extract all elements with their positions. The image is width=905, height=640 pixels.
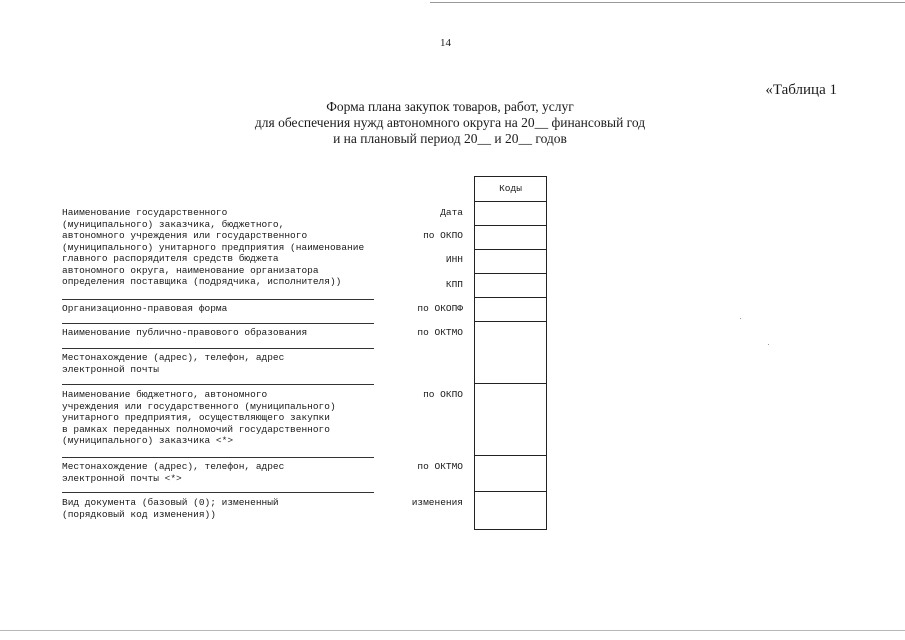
scan-edge-bottom	[0, 630, 905, 631]
code-label-date: Дата	[440, 207, 463, 218]
field-delegated-address: Местонахождение (адрес), телефон, адрес электронной почты <*>	[62, 461, 285, 484]
field-underline	[62, 299, 374, 300]
table-caption: «Таблица 1	[765, 82, 837, 98]
field-underline	[62, 492, 374, 493]
code-label-oktmo: по ОКТМО	[417, 327, 463, 338]
code-label-inn: ИНН	[445, 254, 463, 265]
code-label-kpp: КПП	[445, 279, 463, 290]
field-underline	[62, 384, 374, 385]
scan-edge-top	[430, 2, 905, 3]
code-cell-oktmo-delegated[interactable]	[475, 455, 546, 492]
code-label-changes: изменения	[411, 497, 463, 508]
code-label-okpo: по ОКПО	[423, 230, 463, 241]
field-public-entity: Наименование публично-правового образования	[62, 327, 308, 338]
code-cell-okopf[interactable]	[475, 297, 546, 322]
page-number: 14	[440, 37, 451, 49]
code-cell-inn[interactable]	[475, 249, 546, 274]
code-label-okopf: по ОКОПФ	[417, 303, 463, 314]
form-title-line-1: Форма плана закупок товаров, работ, услуг	[326, 99, 574, 114]
code-cell-okpo[interactable]	[475, 225, 546, 250]
field-legal-form: Организационно-правовая форма	[62, 303, 228, 314]
form-title-line-2: для обеспечения нужд автономного округа на 20__ финансовый год	[254, 115, 646, 130]
field-delegated-institution: Наименование бюджетного, автономного учреждения или государственного (муниципального) унитарного предприятия, осуществляющего закупки в рамках переданных полномочий государственного (муниципального) заказчика <*>	[62, 389, 336, 446]
code-cell-kpp[interactable]	[475, 273, 546, 298]
field-address: Местонахождение (адрес), телефон, адрес электронной почты	[62, 352, 285, 375]
codes-header: Коды	[499, 183, 522, 194]
field-customer-name: Наименование государственного (муниципального) заказчика, бюджетного, автономного учреждения или государственного (муниципального) унитарного предприятия (наименование главного распорядителя средств бюджета автономного округа, наименование организатора определения поставщика (подрядчика, исполнителя))	[62, 207, 365, 287]
code-label-oktmo-delegated: по ОКТМО	[417, 461, 463, 472]
code-cell-okpo-delegated[interactable]	[475, 383, 546, 456]
field-document-type: Вид документа (базовый (0); измененный (порядковый код изменения))	[62, 497, 279, 520]
codes-table	[474, 176, 547, 530]
field-underline	[62, 457, 374, 458]
code-cell-date[interactable]	[475, 201, 546, 226]
scan-speck	[740, 318, 741, 319]
code-cell-oktmo[interactable]	[475, 321, 546, 384]
code-cell-changes[interactable]	[475, 491, 546, 530]
code-label-okpo-delegated: по ОКПО	[423, 389, 463, 400]
form-title-line-3: и на плановый период 20__ и 20__ годов	[333, 131, 567, 146]
scan-speck	[768, 344, 769, 345]
field-underline	[62, 323, 374, 324]
field-underline	[62, 348, 374, 349]
